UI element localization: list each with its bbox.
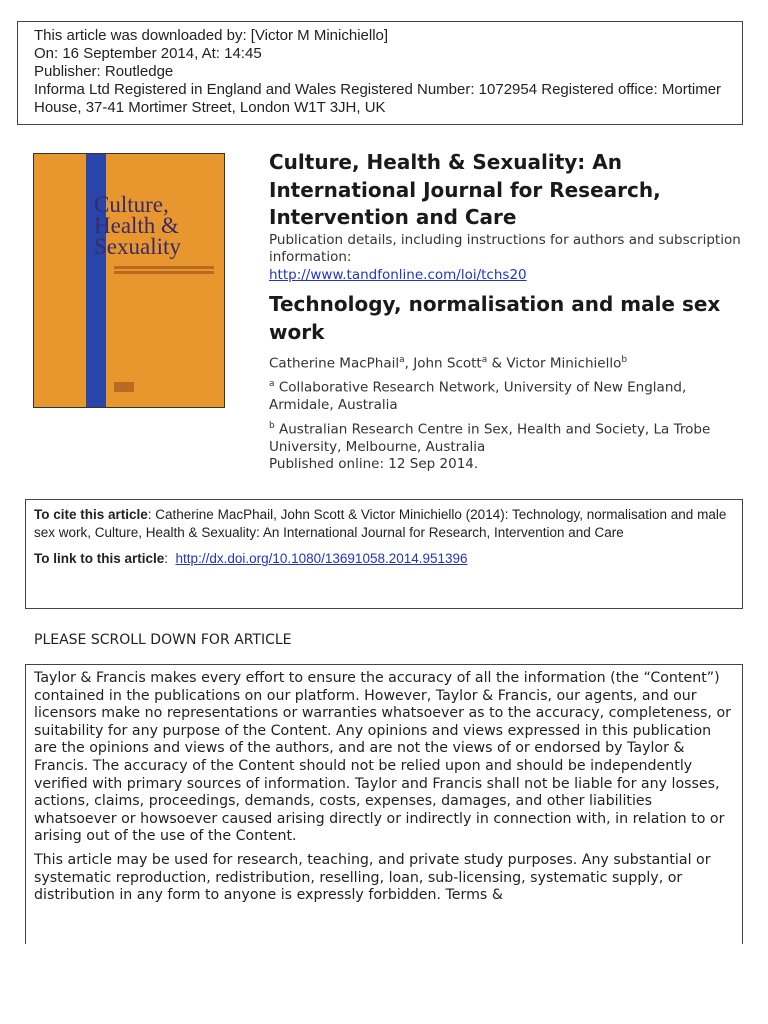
- affiliation-a: $^a$ Collaborative Research Network, University of New England, Armidale, Australia: [269, 379, 687, 413]
- registration-info: Informa Ltd Registered in England and Wales Registered Number: 1072954 Registered office: Mortimer House, 37-41 Mortimer Street, London W1T 3JH, UK: [34, 81, 722, 116]
- article-title: Technology, normalisation and male sex work: [269, 292, 721, 344]
- article-link: To link to this article: http://dx.doi.org/10.1080/13691058.2014.951396: [34, 551, 468, 566]
- disclaimer-paragraph: This article may be used for research, teaching, and private study purposes. Any substantial or systematic reproduction, redistribution, reselling, loan, sub-licensing, systematic supply, or distribution in any form to anyone is expressly forbidden. Terms &: [34, 851, 711, 904]
- article-info: [269, 149, 749, 474]
- journal-cover-image: [33, 153, 225, 408]
- cover-title: Culture, Health & Sexuality: [94, 192, 181, 259]
- published-online: Published online: 12 Sep 2014.: [269, 456, 479, 472]
- doi-link[interactable]: http://dx.doi.org/10.1080/13691058.2014.951396: [175, 551, 468, 566]
- downloaded-by: This article was downloaded by: [Victor M Minichiello]: [34, 27, 389, 44]
- authors: Catherine MacPhail$^a$, John Scott$^a$ & Victor Minichiello$^b$: [269, 355, 628, 372]
- affiliation-b: $^b$ Australian Research Centre in Sex, Health and Society, La Trobe University, Melbourne, Australia: [269, 420, 711, 455]
- disclaimer-paragraph: Taylor & Francis makes every effort to ensure the accuracy of all the information (the “Content”) contained in the publications on our platform. However, Taylor & Francis, our agents, and our licensors make no representations or warranties whatsoever as to the accuracy, completeness, or suitability for any purpose of the Content. Any opinions and views expressed in this publication are the opinions and views of the authors, and are not the views of or endorsed by Taylor & Francis. The accuracy of the Content should not be relied upon and should be independently verified with primary sources of information. Taylor and Francis shall not be liable for any losses, actions, claims, proceedings, demands, costs, expenses, damages, and other liabilities whatsoever or howsoever caused arising directly or indirectly in connection with, in relation to or arising out of the use of the Content.: [34, 670, 731, 845]
- citation: To cite this article: Catherine MacPhail, John Scott & Victor Minichiello (2014): Technology, normalisation and male sex work, Culture, Health & Sexuality: An International Journal for Research, Intervention and Care: [34, 507, 727, 540]
- cover-subtitle: [114, 266, 214, 269]
- download-date: On: 16 September 2014, At: 14:45: [34, 45, 262, 62]
- journal-title: Culture, Health & Sexuality: An International Journal for Research, Intervention and Care: [269, 150, 661, 229]
- citation-box: [25, 499, 743, 609]
- publisher-logo: [114, 382, 134, 392]
- scroll-notice: PLEASE SCROLL DOWN FOR ARTICLE: [34, 632, 292, 648]
- download-info-box: [17, 21, 743, 125]
- publisher: Publisher: Routledge: [34, 63, 174, 80]
- disclaimer-box: [25, 664, 743, 944]
- journal-url-link[interactable]: http://www.tandfonline.com/loi/tchs20: [269, 266, 527, 283]
- publication-details: Publication details, including instructions for authors and subscription information:: [269, 231, 741, 265]
